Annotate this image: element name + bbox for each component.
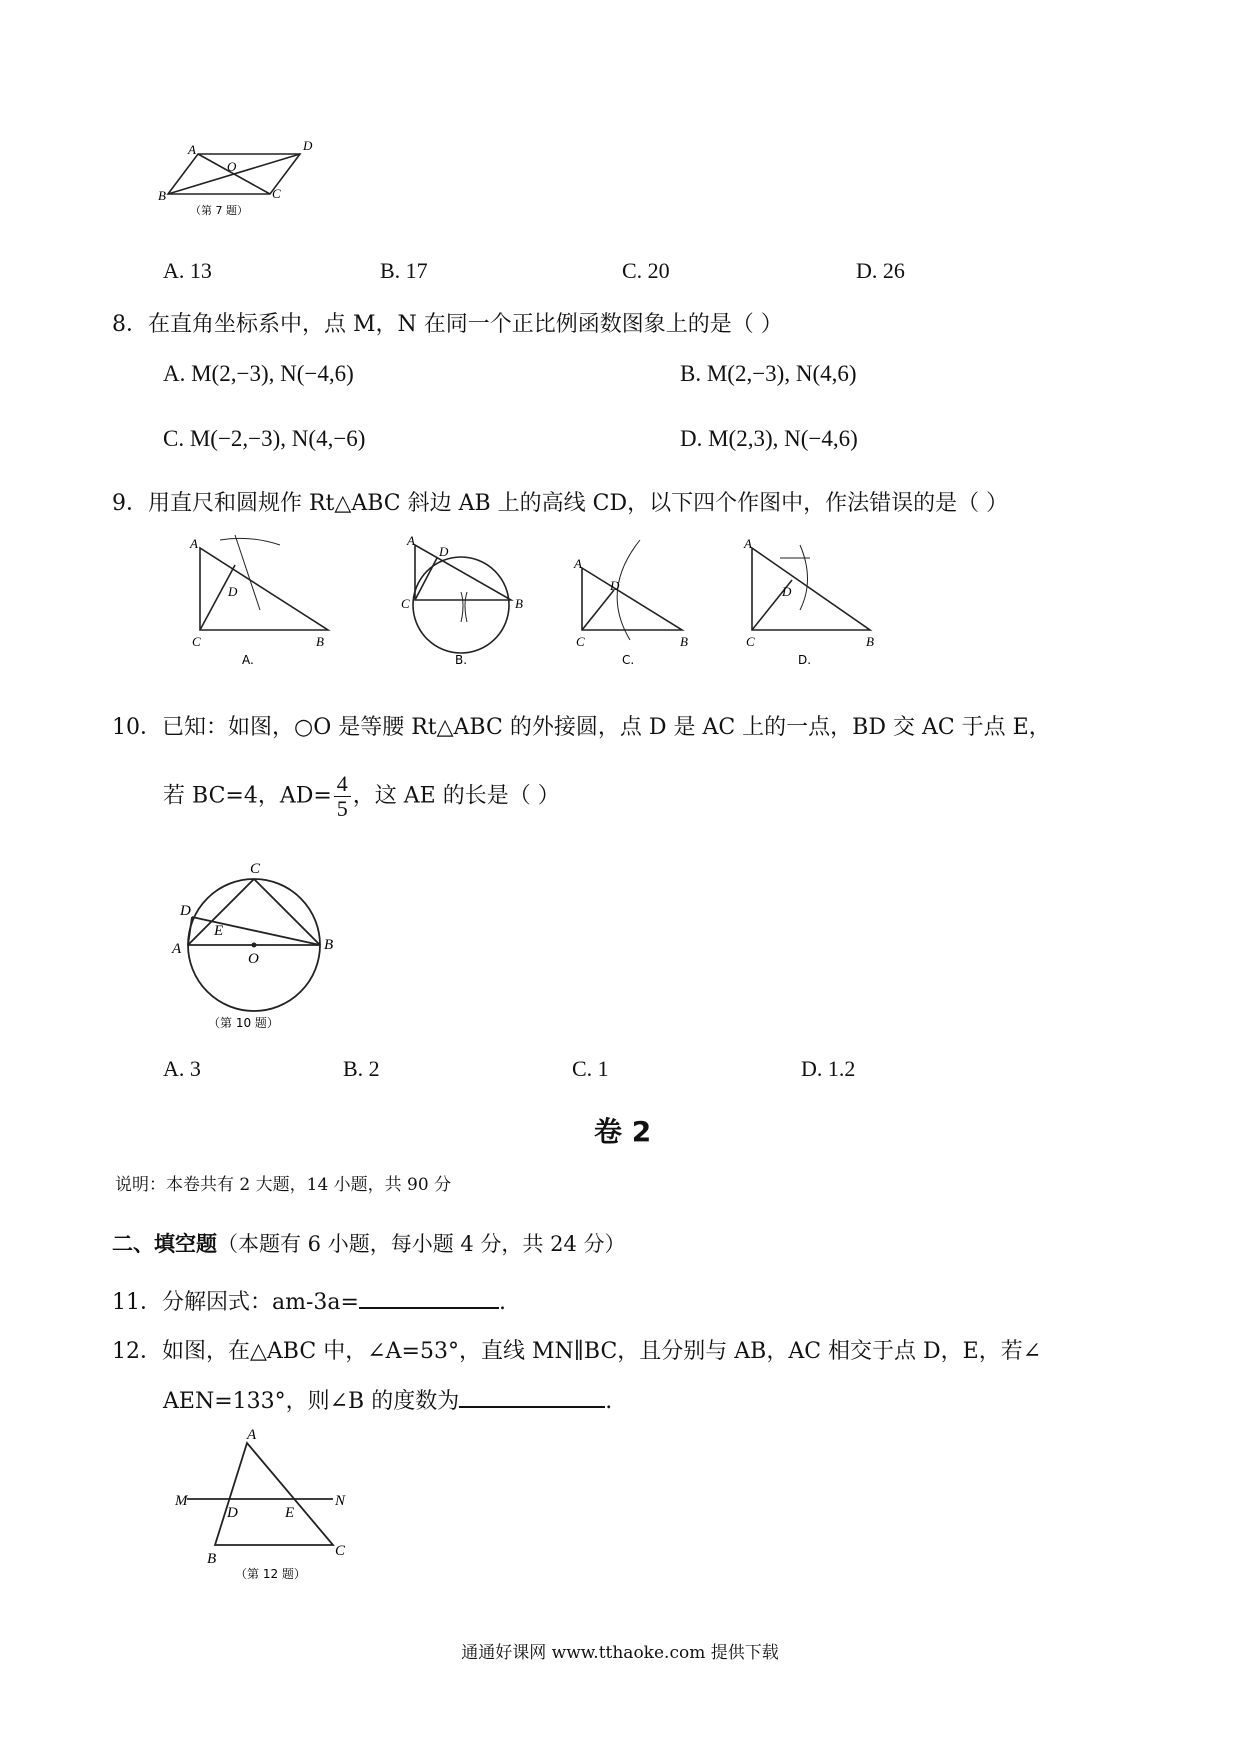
q7-label-c: C [272, 186, 281, 201]
q10-stem-line2-b: ，这 AE 的长是（ ） [352, 783, 560, 809]
q9-stem: 9．用直尺和圆规作 Rt△ABC 斜边 AB 上的高线 CD，以下四个作图中，作法错误的是（ ） [112, 491, 1009, 516]
q10-fraction [334, 772, 351, 821]
svg-text:B: B [324, 937, 334, 953]
svg-text:D: D [227, 1505, 238, 1521]
svg-text:O: O [248, 951, 259, 967]
section2-note: 说明：本卷共有 2 大题，14 小题，共 90 分 [115, 1175, 452, 1195]
q8-option-d: D. M(2,3), N(−4,6) [680, 426, 858, 451]
svg-text:B: B [680, 634, 688, 649]
q11-answer-blank[interactable] [359, 1285, 499, 1309]
svg-text:C: C [746, 634, 755, 649]
svg-text:D: D [180, 903, 191, 919]
svg-text:B: B [316, 634, 324, 649]
svg-text:M: M [175, 1493, 188, 1509]
svg-text:E: E [214, 923, 224, 939]
svg-text:B: B [207, 1551, 217, 1567]
q7-option-a: A. 13 [163, 258, 212, 283]
q12-stem-line1: 12．如图，在△ABC 中，∠A=53°，直线 MN∥BC，且分别与 AB，AC 相交于点 D，E，若∠ [112, 1339, 1042, 1364]
q11-line [112, 1285, 506, 1316]
q7-label-b: B [158, 188, 166, 203]
q7-label-a: A [188, 142, 196, 157]
section2-heading-note: （本题有 6 小题，每小题 4 分，共 24 分） [217, 1232, 626, 1256]
q12-end: . [605, 1389, 613, 1414]
svg-text:D: D [782, 584, 792, 599]
q12-figure-caption: （第 12 题） [235, 1567, 306, 1581]
q7-figure [160, 140, 360, 240]
q8-stem: 8．在直角坐标系中，点 M，N 在同一个正比例函数图象上的是（ ） [112, 312, 783, 337]
svg-text:C: C [576, 634, 585, 649]
q10-stem-line1: 10．已知：如图，○O 是等腰 Rt△ABC 的外接圆，点 D 是 AC 上的一点，BD 交 AC 于点 E， [112, 715, 1051, 740]
q8-option-a: A. M(2,−3), N(−4,6) [163, 361, 354, 386]
q7-label-o: O [227, 159, 237, 174]
svg-text:B: B [515, 596, 523, 611]
q9-figure-b-label: B. [455, 653, 468, 667]
svg-text:A: A [744, 536, 752, 551]
q10-option-a: A. 3 [163, 1056, 201, 1081]
section2-heading-line [112, 1228, 626, 1258]
q9-figure-c-label: C. [622, 653, 635, 667]
svg-text:N: N [335, 1493, 346, 1509]
q10-figure [170, 855, 350, 1035]
q10-stem-line2 [163, 772, 560, 821]
q9-figure-b [395, 530, 535, 675]
svg-text:C: C [192, 634, 201, 649]
q10-figure-caption: （第 10 题） [208, 1016, 279, 1030]
svg-text:E: E [285, 1505, 295, 1521]
q10-frac-num: 4 [334, 772, 351, 797]
q10-option-d: D. 1.2 [801, 1056, 856, 1081]
svg-text:B: B [866, 634, 874, 649]
q12-stem-line2: AEN=133°，则∠B 的度数为 [163, 1389, 460, 1414]
q7-figure-caption: （第 7 题） [190, 204, 248, 217]
svg-text:D: D [610, 578, 620, 593]
svg-text:D: D [439, 544, 449, 559]
svg-text:A: A [574, 556, 582, 571]
q10-stem-line2-a: 若 BC=4，AD= [163, 783, 332, 809]
q7-label-d: D [303, 138, 313, 153]
q9-figure-a [180, 530, 340, 675]
svg-text:C: C [401, 596, 410, 611]
page-footer: 通通好课网 www.tthaoke.com 提供下载 [461, 1643, 779, 1663]
q9-figure-d-label: D. [798, 653, 812, 667]
svg-text:C: C [250, 861, 261, 877]
q12-line2 [163, 1384, 612, 1415]
svg-text:A: A [172, 941, 182, 957]
q8-option-c: C. M(−2,−3), N(4,−6) [163, 426, 366, 451]
svg-text:A: A [407, 533, 415, 548]
q10-option-c: C. 1 [572, 1056, 609, 1081]
q9-figure-a-label: A. [242, 653, 254, 667]
q7-option-b: B. 17 [380, 258, 428, 283]
svg-text:C: C [335, 1543, 346, 1559]
svg-text:A: A [190, 536, 198, 551]
q7-option-d: D. 26 [856, 258, 905, 283]
section2-heading: 二、填空题 [112, 1232, 217, 1256]
section2-title: 卷 2 [594, 1115, 652, 1148]
q10-frac-den: 5 [336, 796, 348, 821]
q12-answer-blank[interactable] [459, 1384, 605, 1408]
q9-figure-c [570, 530, 700, 675]
q7-option-c: C. 20 [622, 258, 670, 283]
q9-figure-d [740, 530, 890, 675]
q11-stem: 11．分解因式：am-3a= [112, 1290, 359, 1315]
svg-text:D: D [228, 584, 238, 599]
svg-text:A: A [247, 1427, 257, 1443]
q10-option-b: B. 2 [343, 1056, 380, 1081]
q12-figure [175, 1425, 375, 1585]
q8-option-b: B. M(2,−3), N(4,6) [680, 361, 857, 386]
q11-end: . [498, 1290, 506, 1315]
